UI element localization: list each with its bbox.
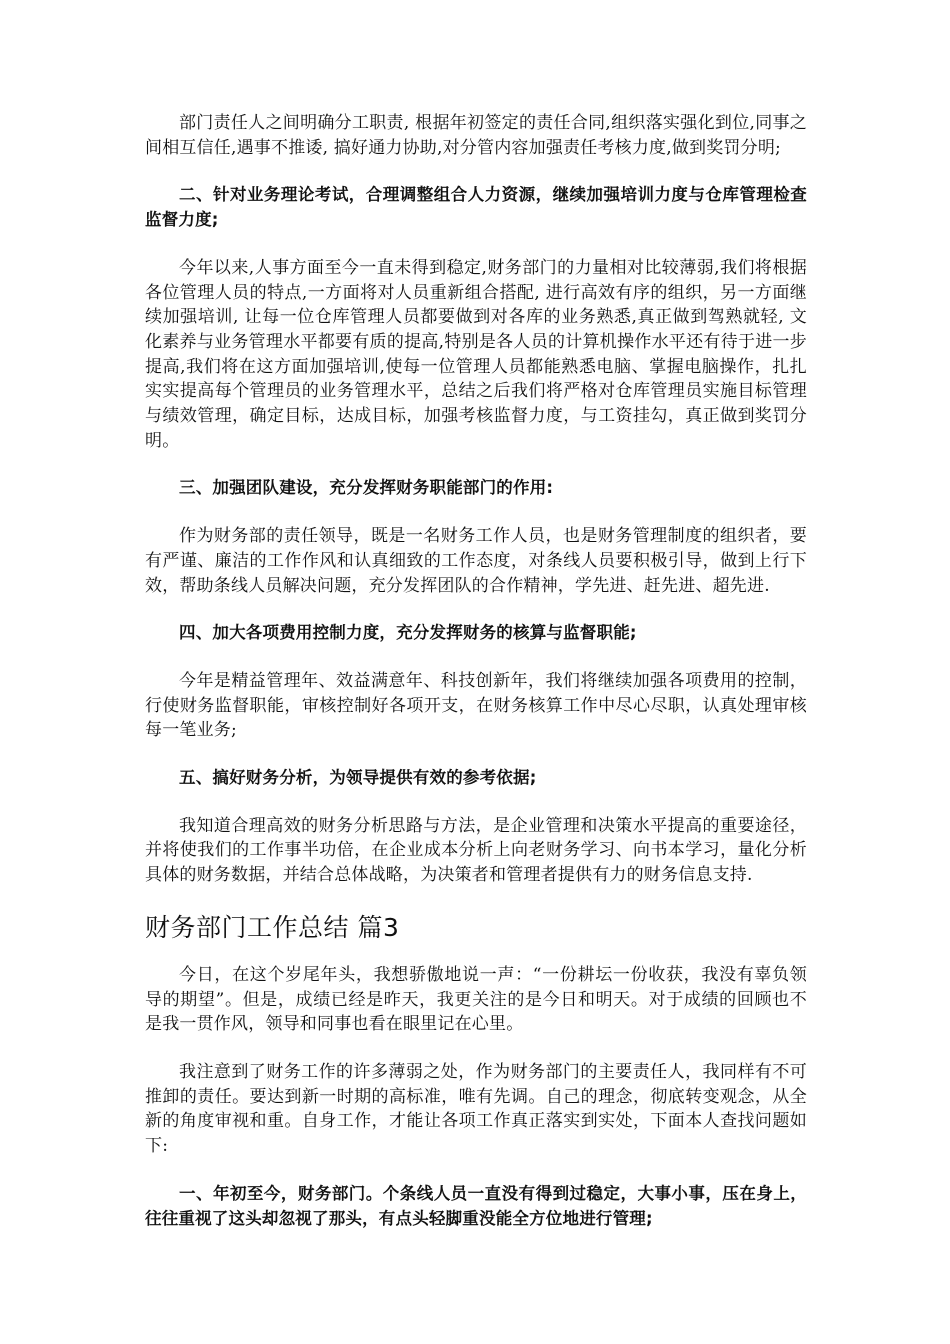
section-heading-problem-one: 一、年初至今，财务部门。个条线人员一直没有得到过稳定，大事小事，压在身上，往往重视了这头却忽视了那头，有点头轻脚重没能全方位地进行管理; [145,1183,807,1228]
paragraph-responsibility: 部门责任人之间明确分工职责, 根据年初签定的责任合同,组织落实强化到位,同事之间相互信任,遇事不推诿, 搞好通力协助,对分管内容加强责任考核力度,做到奖罚分明; [145,113,807,158]
paragraph-cost-control: 今年是精益管理年、效益满意年、科技创新年，我们将继续加强各项费用的控制，行使财务监督职能，审核控制好各项开支，在财务核算工作中尽心尽职，认真处理审核每一笔业务; [145,670,807,741]
paragraph-intro: 今日，在这个岁尾年头，我想骄傲地说一声：“一份耕坛一份收获，我没有辜负领导的期望”。但是，成绩已经是昨天，我更关注的是今日和明天。对于成绩的回顾也不是我一贯作风，领导和同事也看在眼里记在心里。 [145,964,807,1035]
paragraph-analysis: 我知道合理高效的财务分析思路与方法，是企业管理和决策水平提高的重要途径，并将使我们的工作事半功倍，在企业成本分析上向老财务学习、向书本学习，量化分析具体的财务数据，并结合总体战略，为决策者和管理者提供有力的财务信息支持. [145,815,807,886]
document-body [145,111,807,1254]
article-title: 财务部门工作总结 篇3 [145,912,400,942]
paragraph-staffing: 今年以来,人事方面至今一直未得到稳定,财务部门的力量相对比较薄弱,我们将根据各位管理人员的特点,一方面将对人员重新组合搭配, 进行高效有序的组织，另一方面继续加强培训, 让每一位仓库管理人员都要做到对各库的业务熟悉,真正做到驾熟就轻, 文化素养与业务管理水平都要有质的提高,特别是各人员的计算机操作水平还有待于进一步提高,我们将在这方面加强培训,使每一位管理人员都能熟悉电脑、掌握电脑操作，扎扎实实提高每个管理员的业务管理水平，总结之后我们将严格对仓库管理员实施目标管理与绩效管理，确定目标，达成目标，加强考核监督力度，与工资挂勾，真正做到奖罚分明。 [145,257,807,451]
paragraph-weakness: 我注意到了财务工作的许多薄弱之处，作为财务部门的主要责任人，我同样有不可推卸的责任。要达到新一时期的高标准，唯有先调。自己的理念，彻底转变观念，从全新的角度审视和重。自身工作，才能让各项工作真正落实到实处，下面本人查找问题如下: [145,1061,807,1157]
section-heading-analysis: 五、搞好财务分析，为领导提供有效的参考依据; [179,768,537,788]
section-heading-team: 三、加强团队建设，充分发挥财务职能部门的作用: [179,478,554,498]
paragraph-team: 作为财务部的责任领导，既是一名财务工作人员，也是财务管理制度的组织者，要有严谨、廉洁的工作作风和认真细致的工作态度，对条线人员要积极引导，做到上行下效，帮助条线人员解决问题，充分发挥团队的合作精神，学先进、赶先进、超先进. [145,526,807,596]
section-heading-cost-control: 四、加大各项费用控制力度，充分发挥财务的核算与监督职能; [179,623,637,643]
section-heading-training: 二、针对业务理论考试，合理调整组合人力资源，继续加强培训力度与仓库管理检查监督力度; [145,185,807,230]
